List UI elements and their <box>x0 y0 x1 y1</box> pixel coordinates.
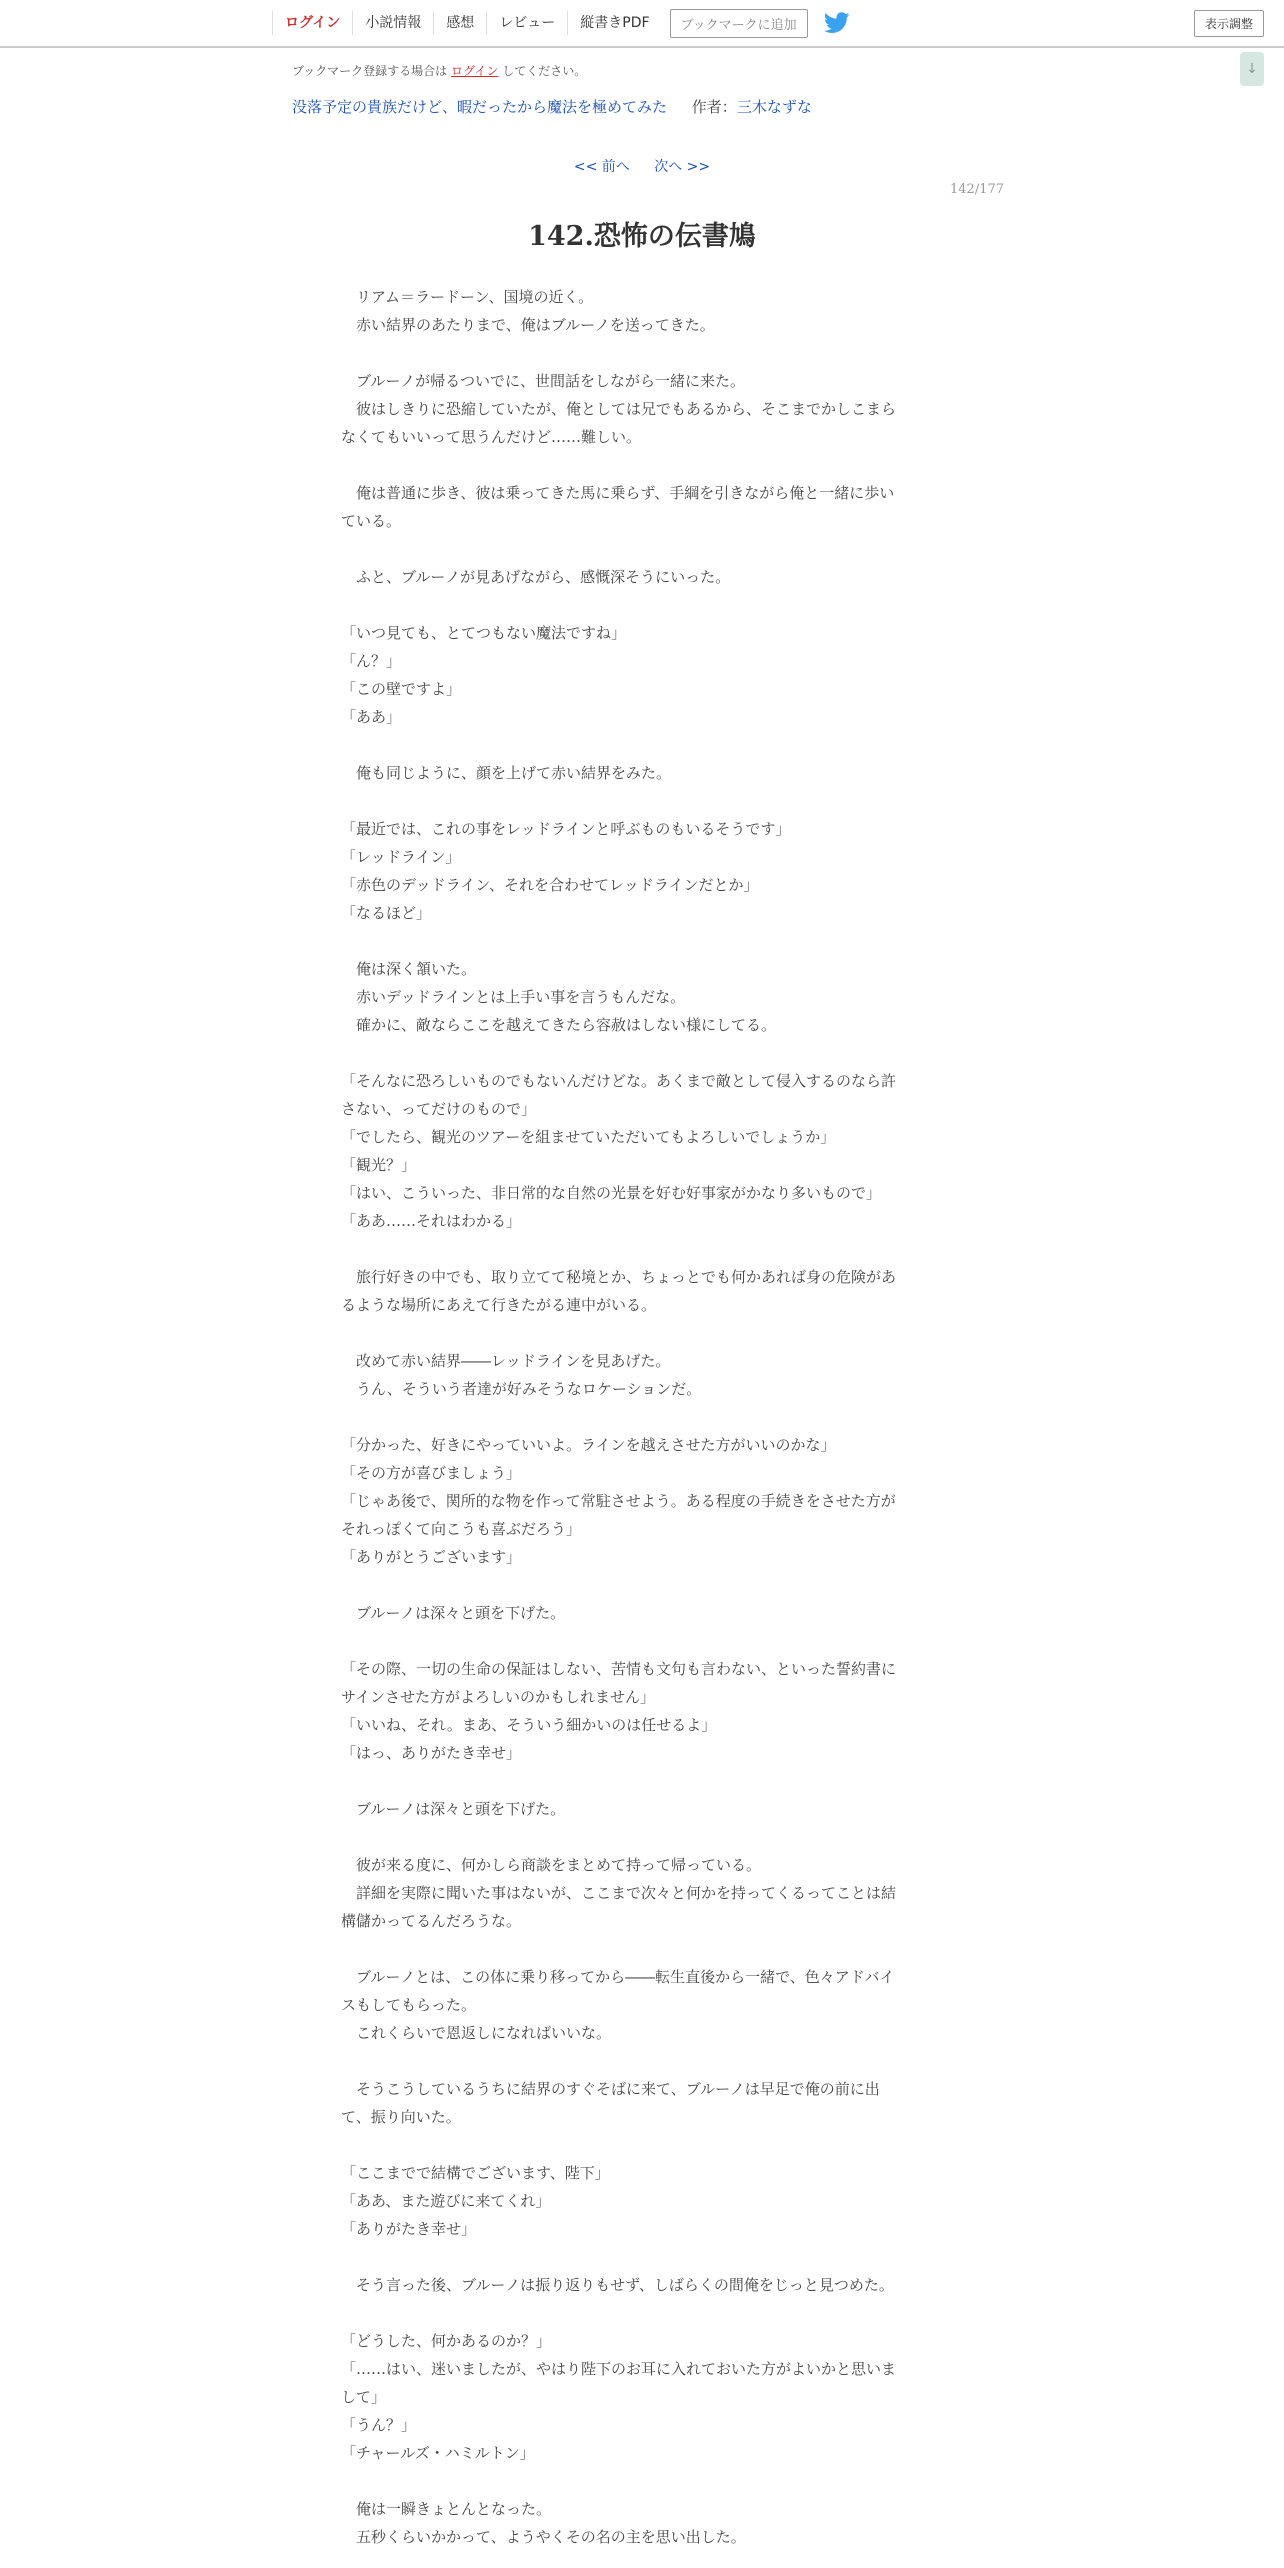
body-line: 俺は深く頷いた。 <box>341 960 477 978</box>
body-line: リアム＝ラードーン、国境の近く。 <box>341 288 594 306</box>
body-line <box>341 1235 943 1263</box>
chapter-pager <box>0 156 1284 176</box>
body-line <box>341 1935 943 1963</box>
body-line <box>341 1767 943 1795</box>
body-line: 「ん？」 <box>341 652 402 670</box>
body-line <box>341 787 943 815</box>
body-line <box>341 535 943 563</box>
body-line: 構儲かってるんだろうな。 <box>341 1912 522 1930</box>
body-line <box>341 591 943 619</box>
scroll-down-button[interactable] <box>1240 52 1264 86</box>
body-line: 「そんなに恐ろしいものでもないんだけどな。あくまで敵として侵入するのなら許 <box>341 1072 897 1090</box>
body-line: 「なるほど」 <box>341 904 432 922</box>
body-line: ブルーノは深々と頭を下げた。 <box>341 1604 566 1622</box>
body-line: ふと、ブルーノが見あげながら、感慨深そうにいった。 <box>341 568 731 586</box>
novel-info-line <box>292 96 812 117</box>
body-line: 俺は普通に歩き、彼は乗ってきた馬に乗らず、手綱を引きながら俺と一緒に歩い <box>341 484 895 502</box>
body-line: 「その方が喜びましょう」 <box>341 1464 522 1482</box>
nav-vertical-pdf-link[interactable]: 縦書きPDF <box>580 15 650 31</box>
body-line: 赤い結界のあたりまで、俺はブルーノを送ってきた。 <box>341 316 715 334</box>
body-line <box>341 1319 943 1347</box>
body-line: 「レッドライン」 <box>341 848 461 866</box>
body-line: 「観光？」 <box>341 1156 417 1174</box>
body-line: るような場所にあえて行きたがる連中がいる。 <box>341 1296 657 1314</box>
top-bar <box>0 0 1284 48</box>
body-line: ブルーノとは、この体に乗り移ってから――転生直後から一緒で、色々アドバイ <box>341 1968 895 1986</box>
body-line: 「いつ見ても、とてつもない魔法ですね」 <box>341 624 627 642</box>
body-line <box>341 451 943 479</box>
body-line <box>341 339 943 367</box>
body-line: 「ああ」 <box>341 708 402 726</box>
body-line <box>341 1627 943 1655</box>
nav-review-link[interactable]: レビュー <box>499 15 556 31</box>
body-line: それっぽくて向こうも喜ぶだろう」 <box>341 1520 582 1538</box>
chapter-count: 142/177 <box>950 182 1005 197</box>
body-line: 「ありがとうございます」 <box>341 1548 522 1566</box>
body-line: 「はい、こういった、非日常的な自然の光景を好む好事家がかなり多いもので」 <box>341 1184 882 1202</box>
notice-login-link[interactable]: ログイン <box>451 64 499 78</box>
arrow-down-icon: ↓ <box>1246 61 1258 77</box>
body-line: 五秒くらいかかって、ようやくその名の主を思い出した。 <box>341 2528 746 2546</box>
body-line: 「どうした、何かあるのか？」 <box>341 2332 552 2350</box>
header-nav <box>272 0 850 46</box>
body-line <box>341 2467 943 2495</box>
body-line: 「チャールズ・ハミルトン」 <box>341 2444 535 2462</box>
body-line <box>341 2131 943 2159</box>
add-bookmark-button[interactable]: ブックマークに追加 <box>670 9 808 38</box>
notice-prefix: ブックマーク登録する場合は <box>292 64 448 78</box>
body-line: 「この壁ですよ」 <box>341 680 462 698</box>
prev-chapter-link[interactable]: << 前へ <box>573 159 630 175</box>
chapter-body <box>341 283 943 2551</box>
next-chapter-link[interactable]: 次へ >> <box>654 159 711 175</box>
body-line <box>341 1823 943 1851</box>
body-line: 彼が来る度に、何かしら商談をまとめて持って帰っている。 <box>341 1856 762 1874</box>
body-line <box>341 2299 943 2327</box>
body-line <box>341 1403 943 1431</box>
body-line: 「……はい、迷いましたが、やはり陛下のお耳に入れておいた方がよいかと思いま <box>341 2360 897 2378</box>
author-label: 作者： <box>691 98 737 116</box>
body-line <box>341 927 943 955</box>
body-line: 「はっ、ありがたき幸せ」 <box>341 1744 522 1762</box>
body-line: 「赤色のデッドライン、それを合わせてレッドラインだとか」 <box>341 876 759 894</box>
body-line: 改めて赤い結界――レッドラインを見あげた。 <box>341 1352 671 1370</box>
body-line: 「ああ……それはわかる」 <box>341 1212 522 1230</box>
body-line: なくてもいいって思うんだけど……難しい。 <box>341 428 642 446</box>
body-line: 赤いデッドラインとは上手い事を言うもんだな。 <box>341 988 686 1006</box>
display-settings-button[interactable]: 表示調整 <box>1194 10 1264 37</box>
body-line: 「でしたら、観光のツアーを組ませていただいてもよろしいでしょうか」 <box>341 1128 836 1146</box>
body-line: そうこうしているうちに結界のすぐそばに来て、ブルーノは早足で俺の前に出 <box>341 2080 880 2098</box>
body-line: 「いいね、それ。まあ、そういう細かいのは任せるよ」 <box>341 1716 717 1734</box>
body-line <box>341 731 943 759</box>
body-line: スもしてもらった。 <box>341 1996 477 2014</box>
body-line: さない、ってだけのもので」 <box>341 1100 537 1118</box>
body-line <box>341 1039 943 1067</box>
body-line: ている。 <box>341 512 402 530</box>
body-line: 俺は一瞬きょとんとなった。 <box>341 2500 552 2518</box>
body-line: 「うん？」 <box>341 2416 417 2434</box>
body-line: ブルーノが帰るついでに、世間話をしながら一緒に来た。 <box>341 372 745 390</box>
novel-title-link[interactable]: 没落予定の貴族だけど、暇だったから魔法を極めてみた <box>292 98 668 116</box>
body-line: て、振り向いた。 <box>341 2108 461 2126</box>
chapter-title: 142.恐怖の伝書鳩 <box>528 221 756 252</box>
body-line: 旅行好きの中でも、取り立てて秘境とか、ちょっとでも何かあれば身の危険があ <box>341 1268 897 1286</box>
nav-impressions-link[interactable]: 感想 <box>446 15 475 31</box>
body-line: 「分かった、好きにやっていいよ。ラインを越えさせた方がいいのかな」 <box>341 1436 836 1454</box>
body-line: 彼はしきりに恐縮していたが、俺としては兄でもあるから、そこまでかしこまら <box>341 400 897 418</box>
body-line: 「ああ、また遊びに来てくれ」 <box>341 2192 551 2210</box>
notice-suffix: してください。 <box>502 64 587 78</box>
bookmark-login-notice <box>292 62 586 79</box>
body-line: 確かに、敵ならここを越えてきたら容赦はしない様にしてる。 <box>341 1016 777 1034</box>
body-line: そう言った後、ブルーノは振り返りもせず、しばらくの間俺をじっと見つめた。 <box>341 2276 894 2294</box>
body-line: 詳細を実際に聞いた事はないが、ここまで次々と何かを持ってくるってことは結 <box>341 1884 897 1902</box>
body-line: 「じゃあ後で、関所的な物を作って常駐させよう。ある程度の手続きをさせた方が <box>341 1492 896 1510</box>
body-line: ブルーノは深々と頭を下げた。 <box>341 1800 566 1818</box>
body-line: これくらいで恩返しになればいいな。 <box>341 2024 612 2042</box>
body-line <box>341 2047 943 2075</box>
body-line: うん、そういう者達が好みそうなロケーションだ。 <box>341 1380 702 1398</box>
author-link[interactable]: 三木なずな <box>736 98 812 116</box>
twitter-bird-icon[interactable] <box>824 12 850 34</box>
body-line: して」 <box>341 2388 387 2406</box>
body-line: 俺も同じように、顔を上げて赤い結界をみた。 <box>341 764 672 782</box>
body-line: サインさせた方がよろしいのかもしれません」 <box>341 1688 655 1706</box>
body-line: 「最近では、これの事をレッドラインと呼ぶものもいるそうです」 <box>341 820 791 838</box>
body-line: 「ここまでで結構でございます、陛下」 <box>341 2164 610 2182</box>
body-line <box>341 2243 943 2271</box>
nav-novel-info-link[interactable]: 小説情報 <box>365 15 422 31</box>
body-line: 「その際、一切の生命の保証はしない、苦情も文句も言わない、といった誓約書に <box>341 1660 897 1678</box>
body-line <box>341 1571 943 1599</box>
body-line: 「ありがたき幸せ」 <box>341 2220 477 2238</box>
nav-login-link[interactable]: ログイン <box>285 15 341 31</box>
